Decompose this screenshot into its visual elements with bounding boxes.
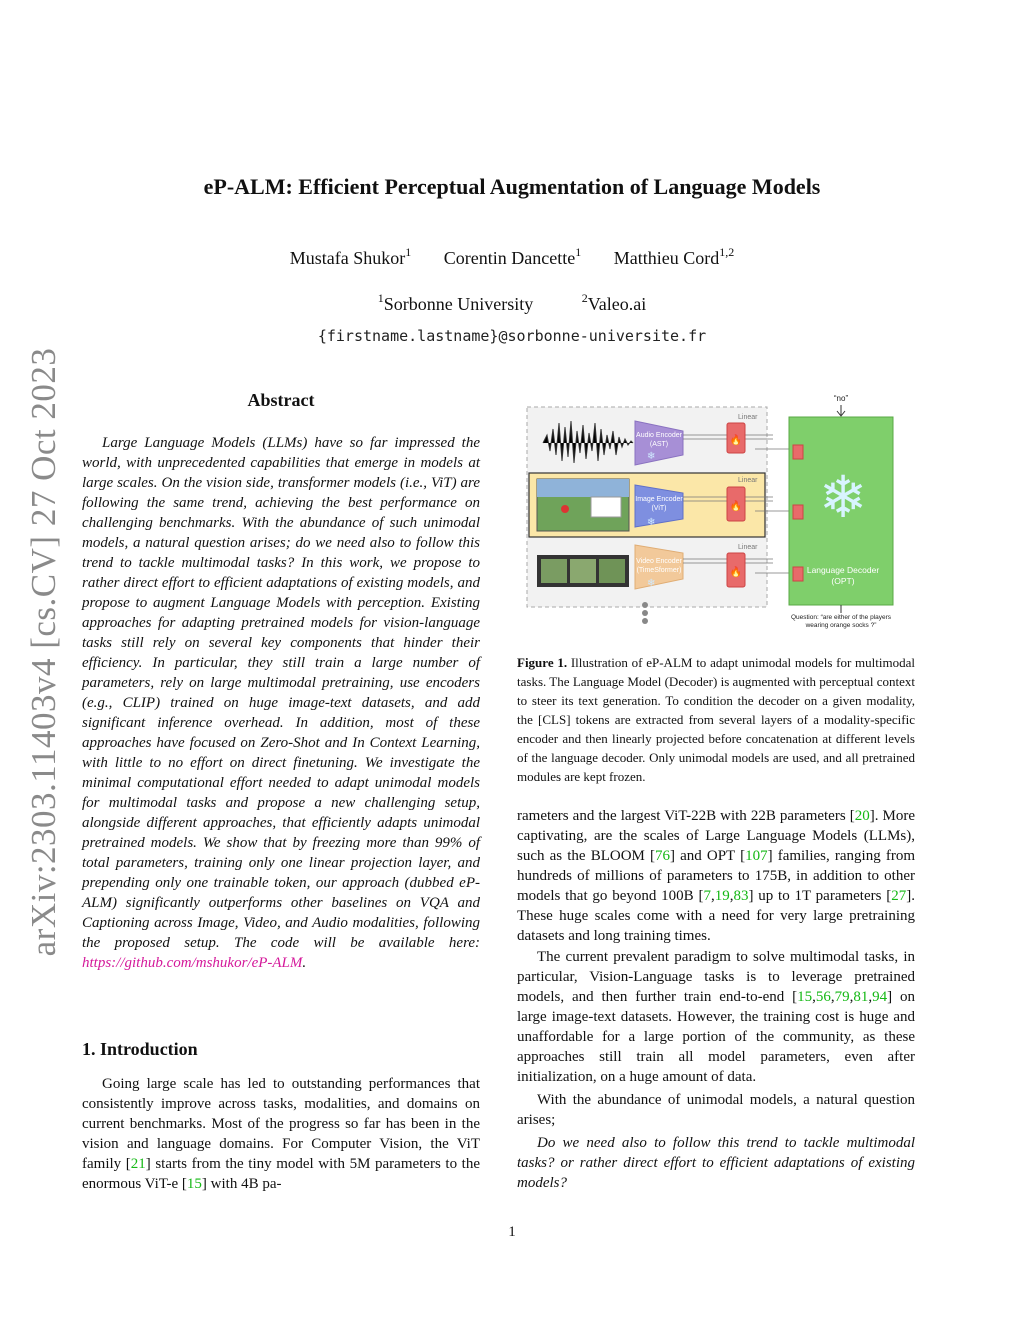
- citation-link[interactable]: 20: [854, 808, 870, 824]
- audio-encoder-sub: (AST): [649, 441, 669, 448]
- page-number: 1: [508, 1224, 516, 1240]
- citation-link[interactable]: 27: [891, 888, 907, 904]
- decoder-sub: (OPT): [831, 576, 855, 586]
- author: Mustafa Shukor$^1$: [289, 245, 412, 268]
- body-paragraph: The current prevalent paradigm to solve multimodal tasks, in particular, Vision-Language tasks is to leverage pretrained models, and then further train end-to-end [15,56,79,81,94] on large image-text datasets. However, the training cost is huge and unaffordable for a large portion of the community, as these approaches still train all model parameters, even after initialization, on a huge amount of data.: [517, 949, 915, 1085]
- author: Matthieu Cord$^{1,2}$: [613, 245, 735, 268]
- arxiv-sidebar: [14, 347, 74, 957]
- image-encoder-sub: (ViT): [651, 505, 667, 512]
- trainable-flame-icon: 🔥: [729, 435, 743, 446]
- citation-link[interactable]: 21: [130, 1156, 146, 1172]
- frozen-snowflake-icon: ❄: [647, 578, 656, 589]
- frozen-snowflake-icon: ❄: [818, 465, 868, 530]
- citation-link[interactable]: 81: [853, 989, 869, 1005]
- intro-paragraph: Going large scale has led to outstanding performances that consistently improve across tasks, modalities, and domains on current benchmarks. Most of the progress so far has been in the vision and language domains. For Computer Vision, the ViT family [21] starts from the tiny model with 5M parameters to the enormous ViT-e [15] with 4B pa-: [82, 1076, 480, 1192]
- citation-link[interactable]: 15: [186, 1176, 202, 1192]
- code-link[interactable]: https://github.com/mshukor/eP-ALM: [82, 955, 303, 971]
- linear-label: Linear: [738, 477, 758, 484]
- citation-link[interactable]: 79: [834, 989, 850, 1005]
- output-label: “no”: [833, 394, 849, 403]
- linear-label: Linear: [738, 544, 758, 551]
- video-encoder-label: Video Encoder: [636, 558, 682, 565]
- figure-1: [525, 393, 917, 633]
- citation-link[interactable]: 94: [872, 989, 888, 1005]
- citation-link[interactable]: 83: [733, 888, 749, 904]
- decoder-label: Language Decoder: [806, 565, 880, 575]
- affiliation: $^2$Valeo.ai: [581, 291, 647, 314]
- affiliation-list: [0, 291, 1024, 315]
- paper-title: eP-ALM: Efficient Perceptual Augmentation of Language Models: [203, 174, 821, 199]
- citation-link[interactable]: 56: [815, 989, 831, 1005]
- author: Corentin Dancette$^1$: [443, 245, 582, 268]
- abstract-heading: Abstract: [247, 390, 315, 410]
- trainable-flame-icon: 🔥: [729, 501, 743, 512]
- trainable-flame-icon: 🔥: [729, 567, 743, 578]
- arxiv-identifier: arXiv:2303.11403v4 [cs.CV] 27 Oct 2023: [24, 347, 63, 957]
- body-paragraph: With the abundance of unimodal models, a natural question arises;: [517, 1092, 915, 1128]
- section-heading-introduction: 1. Introduction: [82, 1039, 198, 1059]
- caption-label: Figure 1.: [517, 655, 568, 670]
- citation-link[interactable]: 15: [797, 989, 813, 1005]
- citation-link[interactable]: 76: [654, 848, 670, 864]
- body-paragraph: rameters and the largest ViT-22B with 22B parameters [20]. More captivating, are the scales of Large Language Models (LLMs), such as the BLOOM [76] and OPT [107] families, ranging from hundreds of millions of parameters to 175B, in addition to other models that go beyond 100B [7,19,83] up to 1T parameters [27]. These huge scales come with a need for very large pretraining datasets and long training times.: [517, 808, 916, 944]
- question-text: Question: “are either of the players: [790, 614, 892, 621]
- author-list: [0, 245, 1024, 269]
- affiliation: $^1$Sorbonne University: [377, 291, 534, 314]
- video-encoder-sub: (TimeSformer): [636, 567, 682, 574]
- frozen-snowflake-icon: ❄: [647, 451, 656, 462]
- question-text-2: wearing orange socks ?”: [805, 622, 877, 629]
- citation-link[interactable]: 107: [745, 848, 768, 864]
- citation-link[interactable]: 19: [714, 888, 730, 904]
- research-question: Do we need also to follow this trend to tackle multimodal tasks? or rather direct effort to efficient adaptations of existing models?: [517, 1135, 915, 1191]
- frozen-snowflake-icon: ❄: [647, 517, 656, 528]
- citation-link[interactable]: 7: [703, 888, 711, 904]
- image-encoder-label: Image Encoder: [635, 496, 683, 503]
- figure-caption: Figure 1. Illustration of eP-ALM to adapt unimodal models for multimodal tasks. The Language Model (Decoder) is augmented with perceptual context to steer its text generation. To condition the decoder on a given modality, the [CLS] tokens are extracted from several layers of a modality-specific encoder and then linearly projected before concatenation at different levels of the language decoder. Only unimodal models are used, and all pretrained modules are kept frozen.: [517, 655, 915, 784]
- audio-encoder-label: Audio Encoder: [636, 432, 682, 439]
- abstract-text: Large Language Models (LLMs) have so far impressed the world, with unprecedented capabilities that emerge in models at large scales. On the vision side, transformer models (i.e., ViT) are following the same trend, achieving the best performance on challenging benchmarks. With the abundance of such unimodal models, a natural question arises; do we need also to follow this trend to tackle multimodal tasks? In this work, we propose to rather direct effort to efficient adaptations of existing models, and propose to augment Language Models with perception. Existing approaches for adapting pretrained models for vision-language tasks still rely on several key components that hinder their efficiency. In particular, they still train a large number of parameters, rely on large multimodal pretraining, use encoders (e.g., CLIP) trained on huge image-text datasets, and add significant inference overhead. In addition, most of these approaches have focused on Zero-Shot and In Context Learning, with little to no effort on direct finetuning. We investigate the minimal computational effort needed to adapt unimodal models for multimodal tasks and propose a new challenging setup, alongside different approaches, that efficiently adapts unimodal pretrained models. We show that by freezing more than 99% of total parameters, training only one linear projection layer, and prepending only one trainable token, our approach (dubbed eP-ALM) significantly outperforms other baselines on VQA and Captioning across Image, Video, and Audio modalities, following the proposed setup. The code will be available here: https://github.com/mshukor/eP-ALM.: [82, 435, 480, 971]
- linear-label: Linear: [738, 414, 758, 421]
- author-email: {firstname.lastname}@sorbonne-universite.fr: [317, 327, 707, 345]
